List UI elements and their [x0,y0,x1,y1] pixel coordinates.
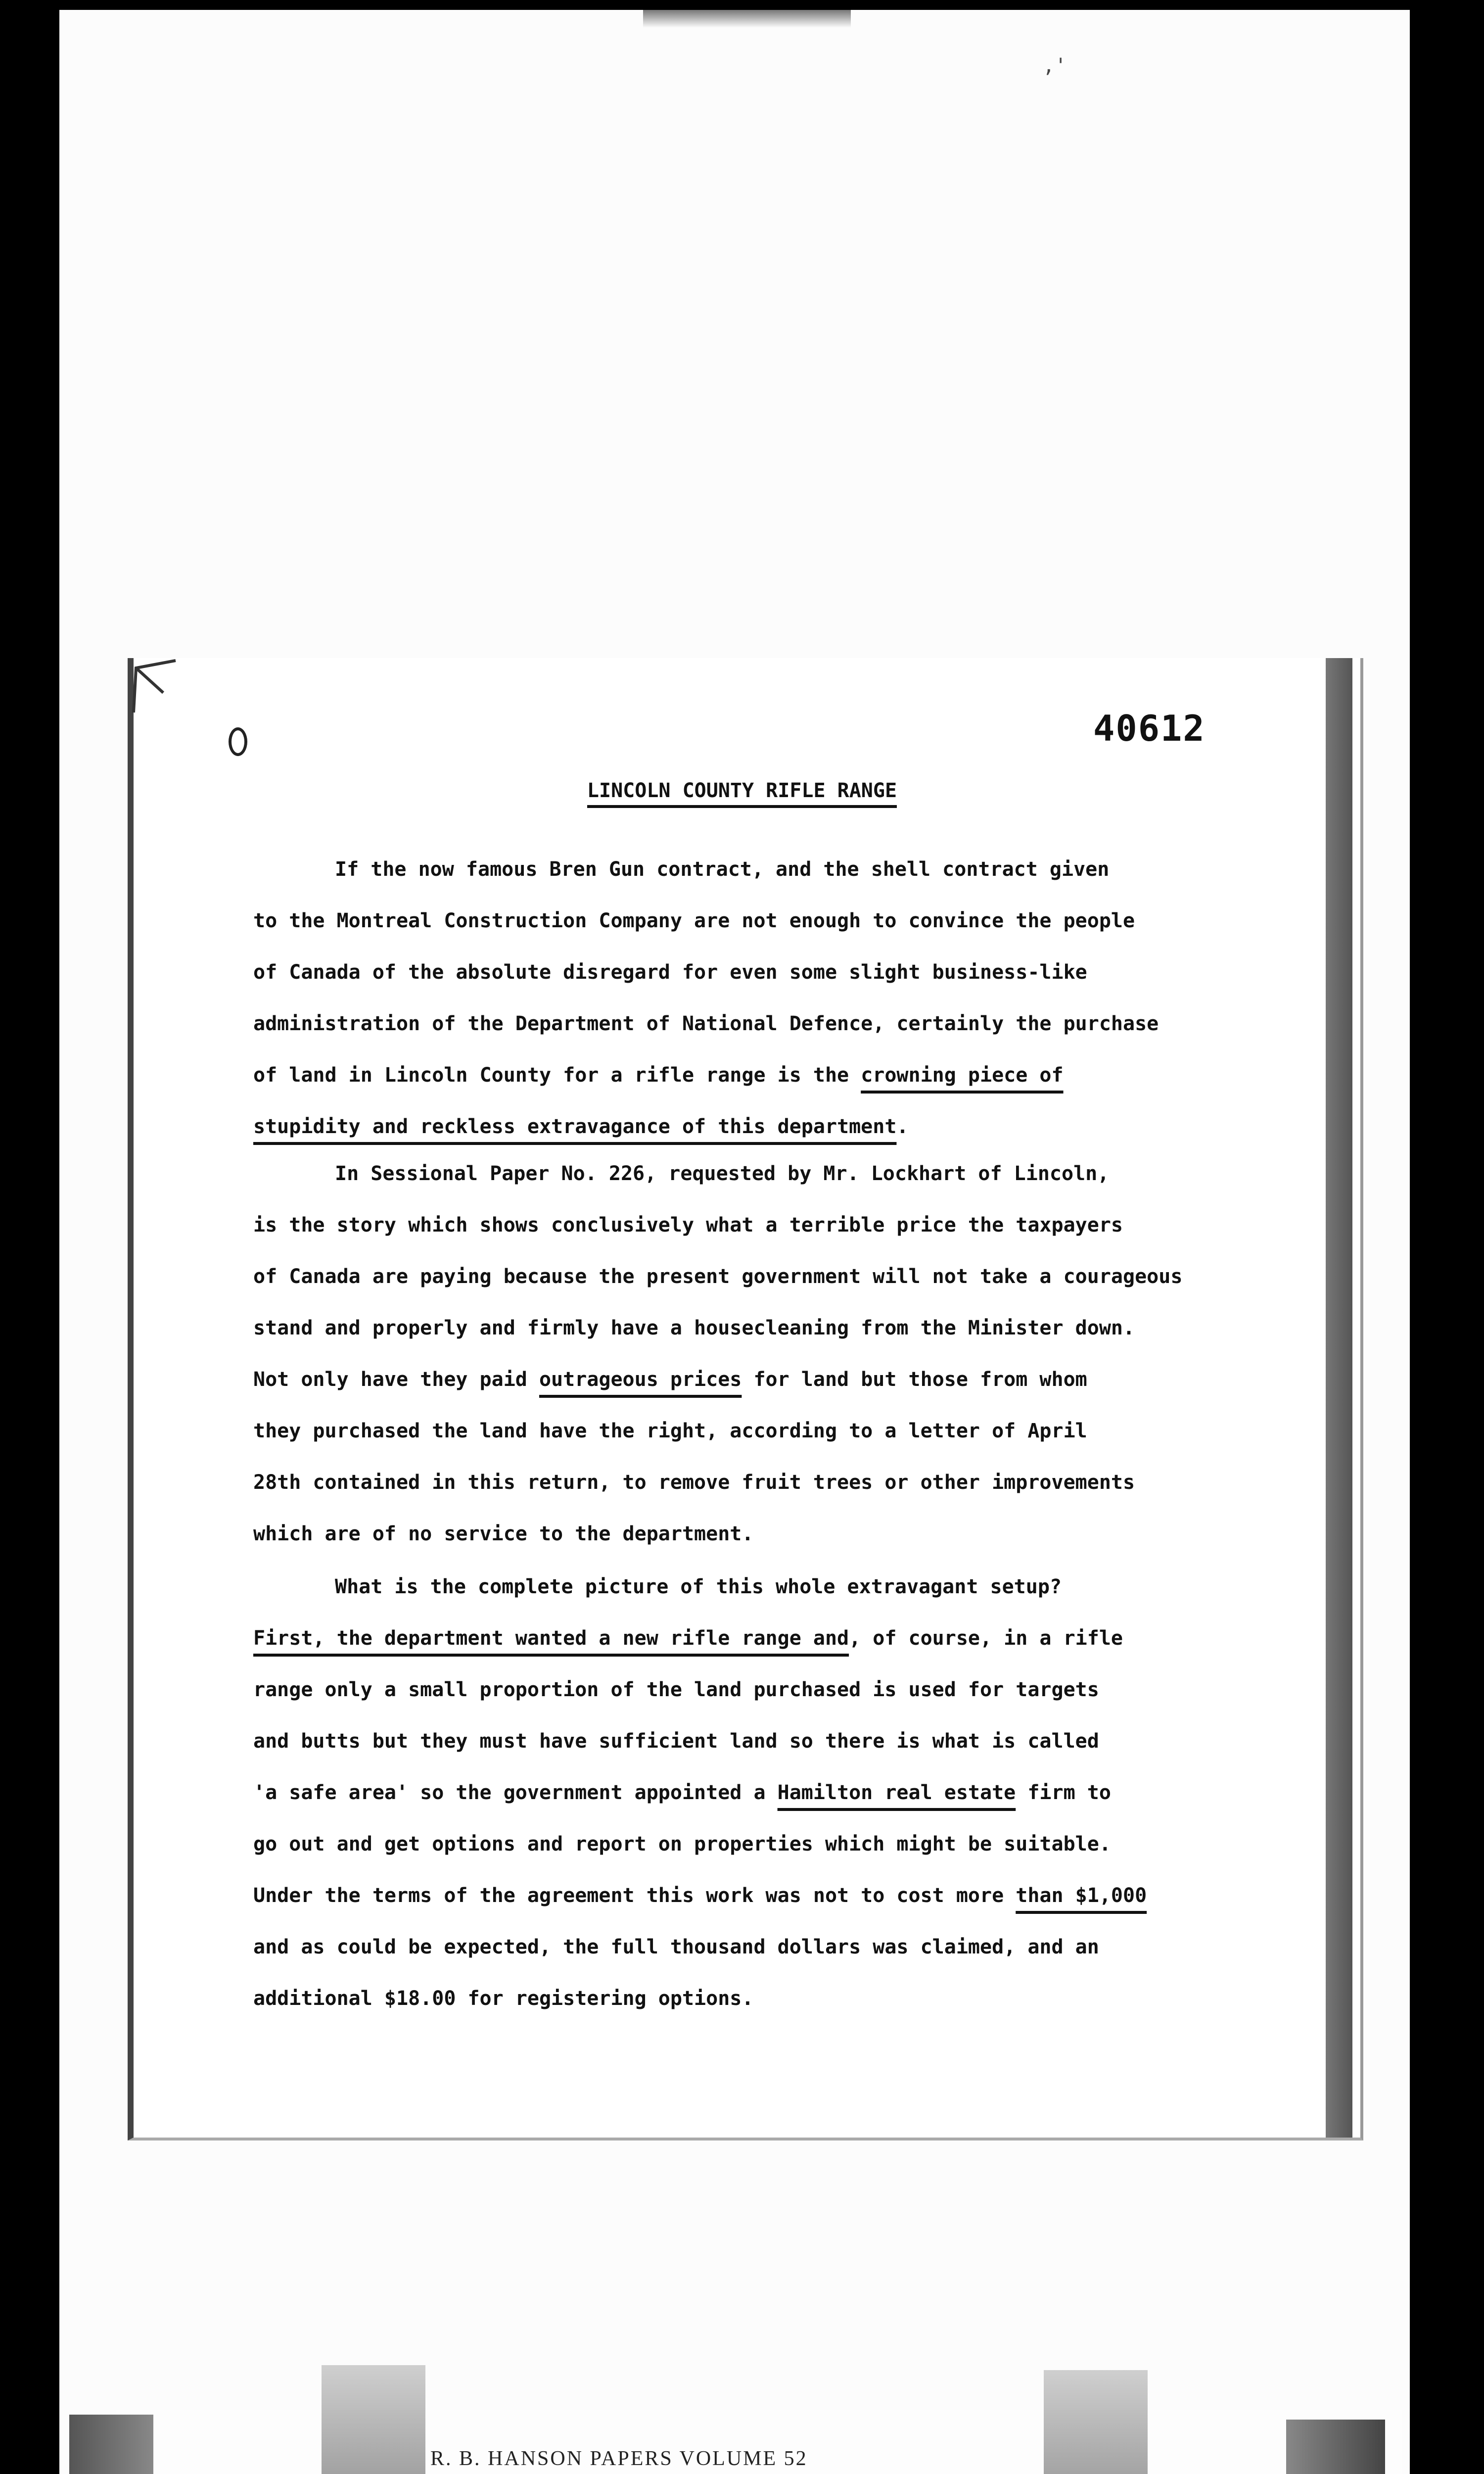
text-line: which are of no service to the department. [253,1522,754,1545]
paragraph-2 [253,1148,1213,1560]
text-line [253,1049,1213,1101]
top-smudge [643,10,851,28]
corner-pencil-mark [124,658,183,717]
text-line: stand and properly and firmly have a housecleaning from the Minister down. [253,1317,1135,1339]
text-line: of Canada of the absolute disregard for even some slight business-like [253,961,1087,984]
text-line: If the now famous Bren Gun contract, and the shell contract given [335,858,1110,881]
text-run: of land in Lincoln County for a rifle range is the [253,1064,861,1087]
underlined-phrase: First, the department wanted a new rifle range and [253,1627,849,1650]
text-line: go out and get options and report on properties which might be suitable. [253,1833,1111,1856]
text-line: range only a small proportion of the land purchased is used for targets [253,1678,1099,1701]
text-line: to the Montreal Construction Company are not enough to convince the people [253,909,1135,932]
text-run: , of course, in a rifle [849,1627,1123,1650]
text-line [253,1870,1213,1921]
text-line: additional $18.00 for registering options. [253,1987,754,2010]
document-number: 40612 [1093,708,1206,749]
text-run: 'a safe area' so the government appointed a [253,1781,778,1804]
text-line: and as could be expected, the full thousand dollars was claimed, and an [253,1936,1099,1958]
text-line: and butts but they must have sufficient land so there is what is called [253,1730,1099,1753]
page-edge-shadow [1326,658,1352,2138]
punch-hole-mark [229,727,247,756]
text-line: administration of the Department of National Defence, certainly the purchase [253,1012,1159,1035]
underlined-phrase: than $1,000 [1016,1884,1147,1907]
document-title-text: LINCOLN COUNTY RIFLE RANGE [587,779,897,808]
text-run: Under the terms of the agreement this work was not to cost more [253,1884,1016,1907]
text-run: for land but those from whom [742,1368,1087,1391]
text-run: . [896,1115,909,1138]
tape-right [1044,2370,1148,2474]
tape-left [322,2365,425,2474]
underlined-phrase: outrageous prices [539,1368,742,1391]
text-line [253,1101,1213,1152]
text-run: Not only have they paid [253,1368,539,1391]
text-line [253,1767,1213,1818]
paragraph-1 [253,844,1213,1152]
underlined-phrase: stupidity and reckless extravagance of this department [253,1115,897,1138]
text-line [253,1354,1213,1405]
text-line: is the story which shows conclusively what a terrible price the taxpayers [253,1214,1123,1237]
text-line: they purchased the land have the right, according to a letter of April [253,1420,1087,1442]
underlined-phrase: Hamilton real estate [777,1781,1016,1804]
paragraph-3 [253,1561,1213,2024]
text-run: firm to [1016,1781,1111,1804]
text-line [253,1613,1213,1664]
stray-mark: ,' [1043,54,1067,77]
text-line: of Canada are paying because the present government will not take a courageous [253,1265,1183,1288]
text-line: 28th contained in this return, to remove fruit trees or other improvements [253,1471,1135,1494]
text-line: What is the complete picture of this whole extravagant setup? [335,1575,1062,1598]
document-title [0,779,1484,802]
underlined-phrase: crowning piece of [861,1064,1064,1087]
text-line: In Sessional Paper No. 226, requested by Mr. Lockhart of Lincoln, [335,1162,1110,1185]
collection-title: R. B. HANSON PAPERS VOLUME 52 [430,2447,808,2470]
clamp-left [69,2415,153,2474]
clamp-right [1286,2420,1385,2474]
